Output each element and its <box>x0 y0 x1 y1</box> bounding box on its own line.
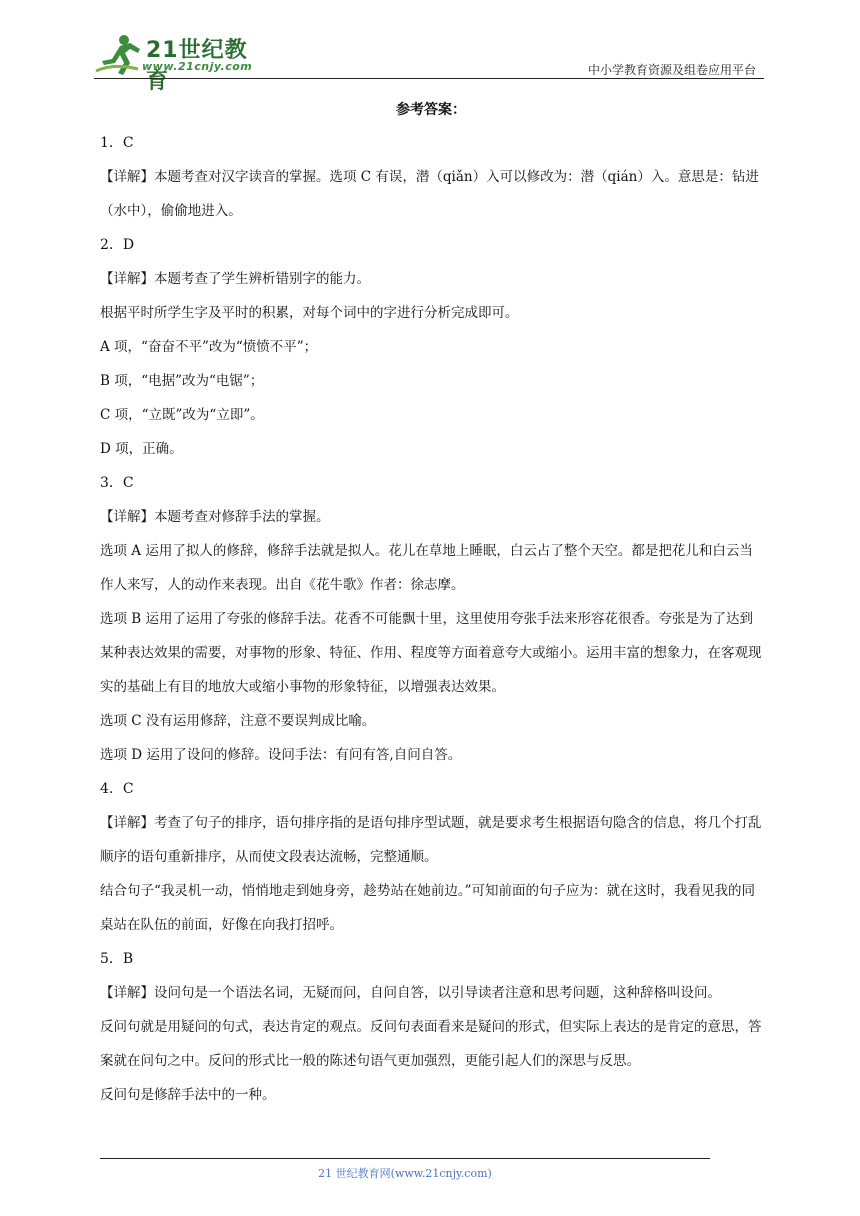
answer-item <box>100 942 762 1112</box>
answer-paragraph: 【详解】本题考查对修辞手法的掌握。 <box>100 509 330 525</box>
answer-paragraph: 选项 C 没有运用修辞，注意不要误判成比喻。 <box>100 713 376 729</box>
answer-paragraph: 【详解】本题考查了学生辨析错别字的能力。 <box>100 271 370 287</box>
answer-number: 4．C <box>100 781 134 797</box>
header-divider <box>94 78 764 79</box>
logo-text: 21世纪教育 <box>146 38 248 94</box>
header-platform-text: 中小学教育资源及组卷应用平台 <box>587 63 756 77</box>
answer-paragraph: 根据平时所学生字及平时的积累，对每个词中的字进行分析完成即可。 <box>100 305 519 321</box>
answer-paragraph: 反问句就是用疑问的句式，表达肯定的观点。反问句表面看来是疑问的形式，但实际上表达的是肯定的意思，答案就在问句之中。反问的形式比一般的陈述句语气更加强烈，更能引起人们的深思与反思。 <box>100 1019 762 1069</box>
footer-source[interactable]: 21 世纪教育网(www.21cnjy.com) <box>318 1167 492 1180</box>
logo-url: www.21cnjy.com <box>142 60 253 73</box>
answer-paragraph: 选项 D 运用了设问的修辞。设问手法：有问有答,自问自答。 <box>100 747 462 763</box>
answer-paragraph: C 项，“立既”改为“立即”。 <box>100 407 264 423</box>
answer-number: 3．C <box>100 475 134 491</box>
answer-item <box>100 772 762 942</box>
answer-item <box>100 126 762 228</box>
answer-paragraph: B 项，“电据”改为“电锯”； <box>100 373 264 389</box>
answer-number: 1．C <box>100 135 134 151</box>
answer-paragraph: D 项，正确。 <box>100 441 183 457</box>
answer-paragraph: 【详解】考查了句子的排序，语句排序指的是语句排序型试题，就是要求考生根据语句隐含的信息，将几个打乱顺序的语句重新排序，从而使文段表达流畅，完整通顺。 <box>100 815 762 865</box>
answer-item <box>100 466 762 772</box>
answer-paragraph: 【详解】本题考查对汉字读音的掌握。选项 C 有误，潜（qiǎn）入可以修改为：潜（qián）入。意思是：钻进（水中），偷偷地进入。 <box>100 169 759 219</box>
answer-paragraph: A 项，“奋奋不平”改为“愤愤不平”； <box>100 339 318 355</box>
answer-paragraph: 【详解】设问句是一个语法名词，无疑而问，自问自答，以引导读者注意和思考问题，这种辞格叫设问。 <box>100 985 721 1001</box>
answer-paragraph: 结合句子“我灵机一动，悄悄地走到她身旁，趁势站在她前边。”可知前面的句子应为：就在这时，我看见我的同桌站在队伍的前面，好像在向我打招呼。 <box>100 883 756 933</box>
answer-paragraph: 选项 A 运用了拟人的修辞，修辞手法就是拟人。花儿在草地上睡眠，白云占了整个天空。都是把花儿和白云当作人来写，人的动作来表现。出自《花牛歌》作者：徐志摩。 <box>100 543 753 593</box>
answer-number: 5．B <box>100 951 134 967</box>
footer-divider <box>100 1158 710 1159</box>
page-title: 参考答案： <box>396 102 466 118</box>
logo <box>94 33 264 94</box>
answer-item <box>100 228 762 466</box>
answer-number: 2．D <box>100 237 135 253</box>
answer-content <box>100 94 762 1112</box>
runner-icon <box>94 33 144 77</box>
answer-paragraph: 反问句是修辞手法中的一种。 <box>100 1087 276 1103</box>
page-header <box>0 0 860 94</box>
answer-paragraph: 选项 B 运用了运用了夸张的修辞手法。花香不可能飘十里，这里使用夸张手法来形容花很香。夸张是为了达到某种表达效果的需要，对事物的形象、特征、作用、程度等方面着意夸大或缩小。运用丰富的想象力，在客观现实的基础上有目的地放大或缩小事物的形象特征，以增强表达效果。 <box>100 611 762 695</box>
